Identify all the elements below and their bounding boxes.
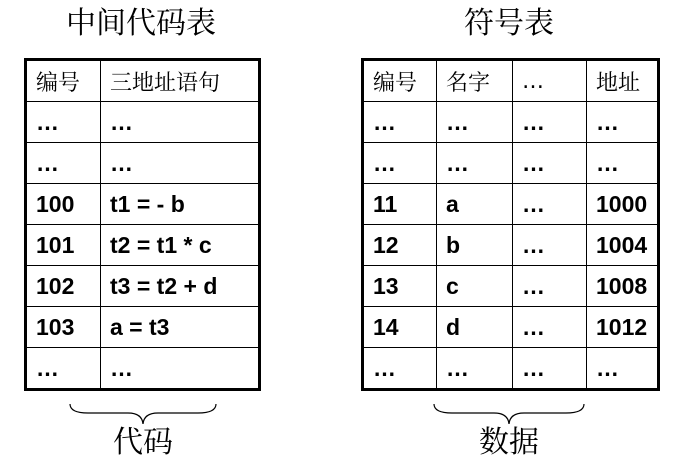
symbol-number-cell: 14 bbox=[363, 307, 437, 348]
symbol-address-cell: … bbox=[587, 102, 659, 143]
code-statement-cell: t1 = - b bbox=[101, 184, 260, 225]
code-statement-cell: t3 = t2 + d bbox=[101, 266, 260, 307]
symbol-number-cell: … bbox=[363, 102, 437, 143]
symbol-number-cell: … bbox=[363, 143, 437, 184]
code-statement-cell: … bbox=[101, 102, 260, 143]
symbol-address-cell: … bbox=[587, 348, 659, 390]
code-number-cell: … bbox=[26, 143, 101, 184]
symbol-number-cell: 13 bbox=[363, 266, 437, 307]
code-statement-cell: … bbox=[101, 143, 260, 184]
symbol-table-header-row bbox=[363, 60, 659, 102]
header-cell-address: 地址 bbox=[587, 60, 659, 102]
header-cell-three-address-statement: 三地址语句 bbox=[101, 60, 260, 102]
code-statement-cell: a = t3 bbox=[101, 307, 260, 348]
symbol-table-row bbox=[363, 266, 659, 307]
code-table bbox=[24, 58, 261, 391]
code-statement-cell: … bbox=[101, 348, 260, 390]
code-number-cell: … bbox=[26, 348, 101, 390]
code-number-cell: 102 bbox=[26, 266, 101, 307]
code-brace-icon bbox=[68, 400, 218, 426]
symbol-address-cell: … bbox=[587, 143, 659, 184]
symbol-table bbox=[361, 58, 660, 391]
symbol-name-cell: d bbox=[437, 307, 513, 348]
symbol-table-row bbox=[363, 225, 659, 266]
symbol-ellipsis-cell: … bbox=[513, 102, 587, 143]
symbol-ellipsis-cell: … bbox=[513, 266, 587, 307]
symbol-table-row bbox=[363, 348, 659, 390]
code-table-header-row bbox=[26, 60, 260, 102]
symbol-name-cell: a bbox=[437, 184, 513, 225]
header-cell-number: 编号 bbox=[363, 60, 437, 102]
symbol-name-cell: … bbox=[437, 102, 513, 143]
code-table-row bbox=[26, 143, 260, 184]
symbol-address-cell: 1012 bbox=[587, 307, 659, 348]
symbol-ellipsis-cell: … bbox=[513, 225, 587, 266]
symbol-name-cell: c bbox=[437, 266, 513, 307]
symbol-table-title: 符号表 bbox=[464, 6, 554, 41]
data-caption: 数据 bbox=[479, 425, 539, 460]
code-table-row bbox=[26, 348, 260, 390]
header-cell-name: 名字 bbox=[437, 60, 513, 102]
symbol-table-row bbox=[363, 143, 659, 184]
symbol-number-cell: 12 bbox=[363, 225, 437, 266]
symbol-ellipsis-cell: … bbox=[513, 184, 587, 225]
code-caption: 代码 bbox=[113, 425, 173, 460]
code-table-row bbox=[26, 266, 260, 307]
symbol-address-cell: 1008 bbox=[587, 266, 659, 307]
symbol-name-cell: b bbox=[437, 225, 513, 266]
code-number-cell: … bbox=[26, 102, 101, 143]
symbol-address-cell: 1000 bbox=[587, 184, 659, 225]
code-table-row bbox=[26, 184, 260, 225]
symbol-ellipsis-cell: … bbox=[513, 348, 587, 390]
symbol-table-row bbox=[363, 307, 659, 348]
header-cell-number: 编号 bbox=[26, 60, 101, 102]
symbol-address-cell: 1004 bbox=[587, 225, 659, 266]
symbol-ellipsis-cell: … bbox=[513, 307, 587, 348]
code-number-cell: 103 bbox=[26, 307, 101, 348]
header-cell-ellipsis: … bbox=[513, 60, 587, 102]
code-number-cell: 101 bbox=[26, 225, 101, 266]
symbol-table-row bbox=[363, 102, 659, 143]
symbol-name-cell: … bbox=[437, 348, 513, 390]
code-table-row bbox=[26, 225, 260, 266]
symbol-number-cell: 11 bbox=[363, 184, 437, 225]
code-table-row bbox=[26, 307, 260, 348]
symbol-name-cell: … bbox=[437, 143, 513, 184]
data-brace-icon bbox=[432, 400, 586, 426]
code-number-cell: 100 bbox=[26, 184, 101, 225]
symbol-number-cell: … bbox=[363, 348, 437, 390]
symbol-ellipsis-cell: … bbox=[513, 143, 587, 184]
code-table-title: 中间代码表 bbox=[66, 6, 216, 41]
code-statement-cell: t2 = t1 * c bbox=[101, 225, 260, 266]
symbol-table-row bbox=[363, 184, 659, 225]
code-table-row bbox=[26, 102, 260, 143]
